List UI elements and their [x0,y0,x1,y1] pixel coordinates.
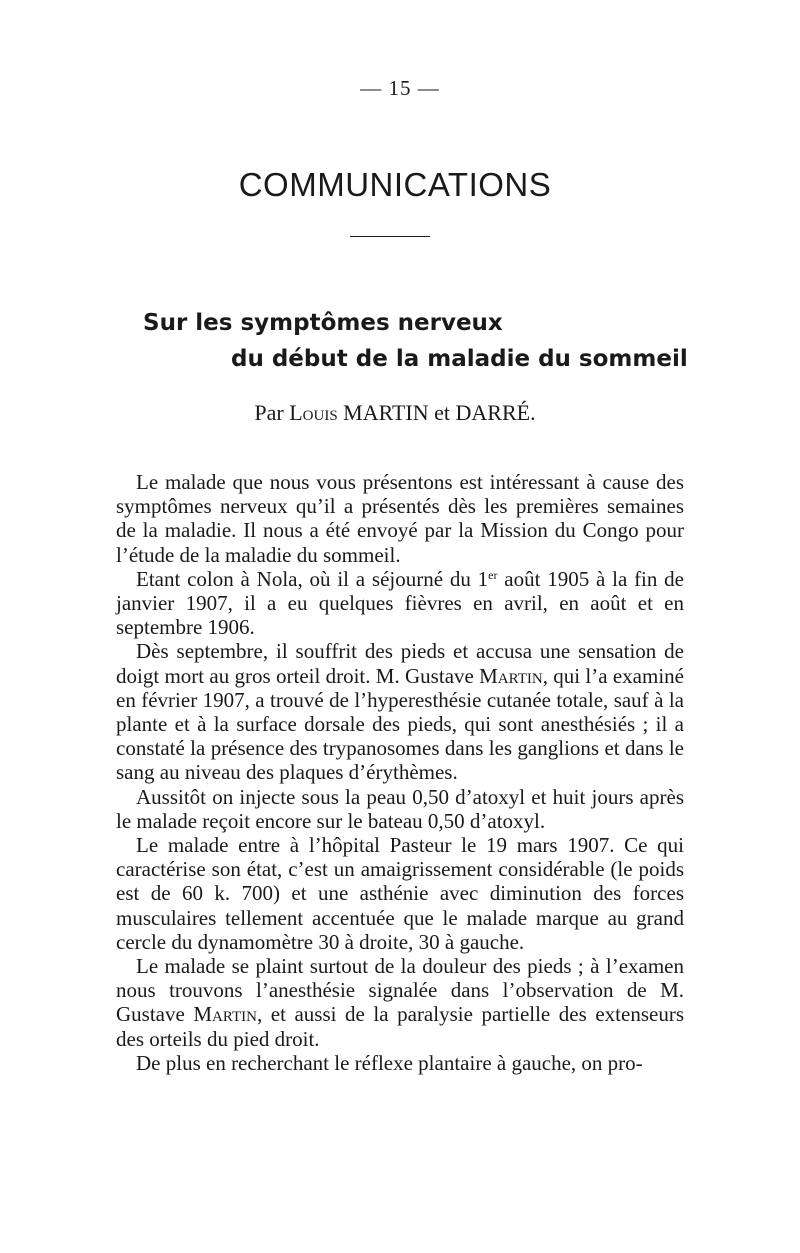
author-surname: MARTIN [343,400,429,425]
paragraph-7: De plus en recherchant le réflexe plantaire à gauche, on pro- [136,1050,643,1075]
byline-conjunction: et [434,400,451,425]
paragraph-2 [116,567,684,640]
byline [0,400,790,426]
paragraph-6 [116,954,684,1051]
section-title: COMMUNICATIONS [238,166,552,203]
paragraph-4: Aussitôt on injecte sous la peau 0,50 d’atoxyl et huit jours après le malade reçoit encore sur le bateau 0,50 d’atoxyl. [116,784,684,833]
paragraph-3-text-b: , qui l’a examiné en février 1907, a trouvé de l’hyperesthésie cutanée totale, sauf à la plante et à la surface dorsale des pieds, qui sont anesthésiés ; il a constaté la présence des trypanosomes dans les ganglions et dans le sang au niveau des plaques d’érythèmes. [116,663,684,785]
paragraph-3 [116,639,684,784]
paragraph-2-text-a: Etant colon à Nola, où il a séjourné du 1 [136,566,489,591]
paragraph-6-name: Martin [193,1002,257,1027]
article-title-line-1: Sur les symptômes nerveux [143,310,503,336]
paragraph-3-text-a: Dès septembre, il souffrit des pieds et accusa une sensation de doigt mort au gros orteil droit. M. Gustave [116,639,684,688]
paragraph-1: Le malade que nous vous présentons est intéressant à cause des symptômes nerveux qu’il a présentés dès les premières semaines de la maladie. Il nous a été envoyé par la Mission du Congo pour l’étude de la maladie du sommeil. [116,470,684,567]
paragraph-6-text-a: Le malade se plaint surtout de la douleur des pieds ; à l’examen nous trouvons l’anesthésie signalée dans l’observation de M. Gustave [116,954,684,1027]
paragraph-3-name: Martin [479,663,543,688]
paragraph-5: Le malade entre à l’hôpital Pasteur le 19 mars 1907. Ce qui caractérise son état, c’est un amaigrissement considérable (le poids est de 60 k. 700) et une asthénie avec diminution des forces musculaires tellement accentuée que le malade marque au grand cercle du dynamomètre 30 à droite, 30 à gauche. [116,833,684,954]
title-divider [350,236,430,237]
paragraph-2-text-b: août 1905 à la fin de janvier 1907, il a eu quelques fièvres en avril, en août et en septembre 1906. [116,566,685,640]
author-first-name: Louis [289,400,338,425]
coauthor-name: DARRÉ. [455,400,536,425]
paragraph-6-text-b: , et aussi de la paralysie partielle des extenseurs des orteils du pied droit. [116,1002,684,1051]
page-number: — 15 — [360,76,440,100]
article-body [116,470,684,1075]
ordinal-superscript: er [488,567,498,582]
byline-prefix: Par [254,400,284,425]
article-title-line-2: du début de la maladie du sommeil [231,346,688,372]
